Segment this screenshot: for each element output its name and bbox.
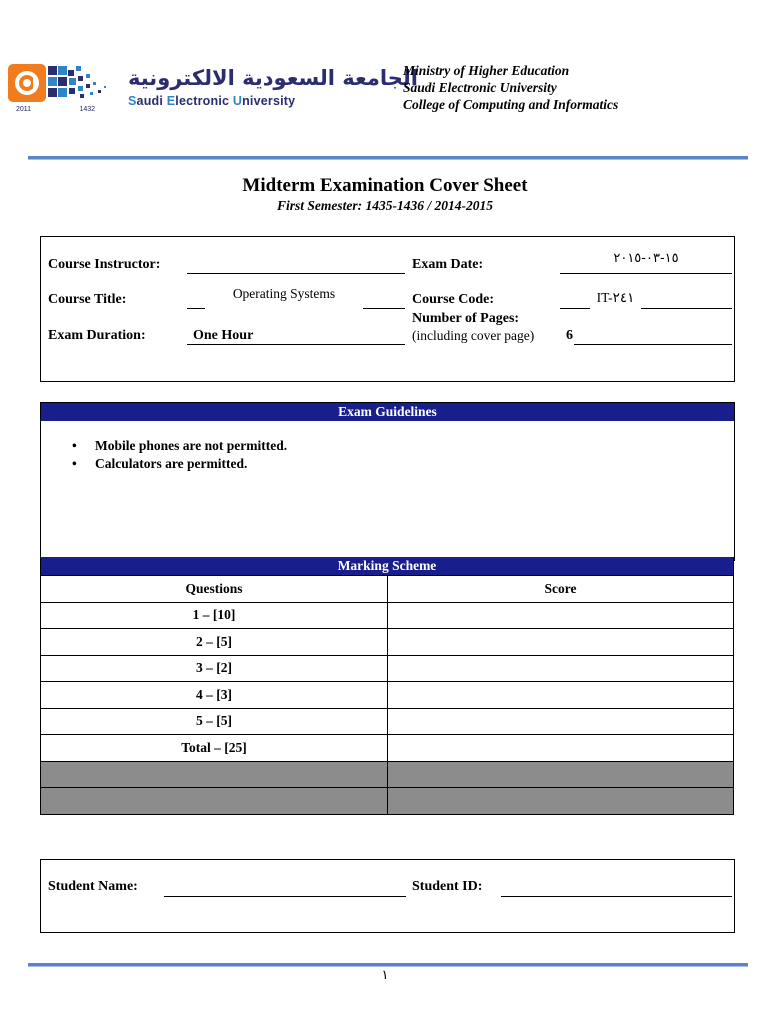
ministry-block — [403, 62, 618, 113]
page-title: Midterm Examination Cover Sheet — [242, 175, 528, 196]
semester-subtitle: First Semester: 1435-1436 / 2014-2015 — [277, 198, 493, 213]
course-code-value: IT-٢٤١ — [596, 290, 635, 305]
instructor-field[interactable] — [187, 273, 405, 274]
footer-divider — [28, 963, 748, 967]
at-sign-logo-icon — [8, 62, 118, 106]
question-cell: 2 – [5] — [41, 629, 388, 656]
guidelines-list — [41, 437, 734, 473]
student-name-label: Student Name: — [48, 879, 138, 894]
table-row — [41, 602, 734, 629]
duration-field[interactable] — [187, 344, 405, 345]
ministry-line: Ministry of Higher Education — [403, 63, 570, 78]
student-name-field[interactable] — [164, 896, 406, 897]
pages-label-note: (including cover page) — [412, 328, 535, 343]
table-header-row — [41, 576, 734, 603]
course-title-value: Operating Systems — [232, 286, 336, 301]
course-title-field-right[interactable] — [363, 308, 405, 309]
bullet-icon: • — [72, 456, 77, 471]
university-logo — [8, 62, 419, 122]
total-score-cell[interactable] — [388, 735, 734, 762]
logo-years — [8, 106, 103, 119]
score-cell[interactable] — [388, 708, 734, 735]
logo-year-gregorian: 2011 — [16, 106, 32, 113]
exam-date-value: ١٥-٠٣-٢٠١٥ — [613, 251, 679, 266]
table-row — [41, 708, 734, 735]
university-line: Saudi Electronic University — [403, 80, 557, 95]
exam-guidelines-box — [40, 402, 735, 561]
guideline-item: • Calculators are permitted. — [72, 456, 248, 471]
score-cell[interactable] — [388, 655, 734, 682]
page-number: ١ — [381, 968, 389, 983]
marking-scheme — [40, 557, 733, 815]
shaded-cell — [388, 788, 734, 815]
question-cell: 5 – [5] — [41, 708, 388, 735]
question-cell: 1 – [10] — [41, 602, 388, 629]
course-code-label: Course Code: — [412, 292, 495, 307]
duration-label: Exam Duration: — [48, 328, 146, 343]
pages-value: 6 — [566, 328, 573, 343]
exam-date-field[interactable] — [560, 273, 732, 274]
pages-field[interactable] — [574, 344, 732, 345]
bullet-icon: • — [72, 438, 77, 453]
total-cell: Total – [25] — [41, 735, 388, 762]
course-title-label: Course Title: — [48, 292, 127, 307]
question-cell: 4 – [3] — [41, 682, 388, 709]
guidelines-header: Exam Guidelines — [41, 403, 734, 421]
shaded-cell — [41, 788, 388, 815]
course-code-field-left[interactable] — [560, 308, 590, 309]
student-info-box — [40, 859, 735, 933]
table-row — [41, 629, 734, 656]
instructor-label: Course Instructor: — [48, 257, 161, 272]
college-line: College of Computing and Informatics — [403, 97, 619, 112]
score-cell[interactable] — [388, 629, 734, 656]
score-cell[interactable] — [388, 682, 734, 709]
course-code-field-right[interactable] — [641, 308, 732, 309]
logo-english-name: Saudi Electronic University — [128, 94, 296, 108]
header-divider — [28, 156, 748, 160]
score-column-header: Score — [388, 576, 734, 603]
questions-column-header: Questions — [41, 576, 388, 603]
duration-value: One Hour — [193, 328, 254, 343]
logo-arabic-name: الجامعة السعودية الالكترونية — [128, 66, 419, 90]
student-id-field[interactable] — [501, 896, 732, 897]
student-id-label: Student ID: — [412, 879, 483, 894]
marking-table — [40, 575, 734, 815]
question-cell: 3 – [2] — [41, 655, 388, 682]
shaded-row — [41, 761, 734, 788]
score-cell[interactable] — [388, 602, 734, 629]
shaded-cell — [41, 761, 388, 788]
course-title-field-left[interactable] — [187, 308, 205, 309]
table-row-total — [41, 735, 734, 762]
table-row — [41, 655, 734, 682]
logo-year-hijri: 1432 — [79, 106, 95, 113]
shaded-row — [41, 788, 734, 815]
pages-label: Number of Pages: — [412, 311, 520, 326]
exam-date-label: Exam Date: — [412, 257, 484, 272]
marking-scheme-header: Marking Scheme — [40, 557, 734, 575]
course-info-box — [40, 236, 735, 382]
table-row — [41, 682, 734, 709]
guideline-item: • Mobile phones are not permitted. — [72, 438, 288, 453]
shaded-cell — [388, 761, 734, 788]
